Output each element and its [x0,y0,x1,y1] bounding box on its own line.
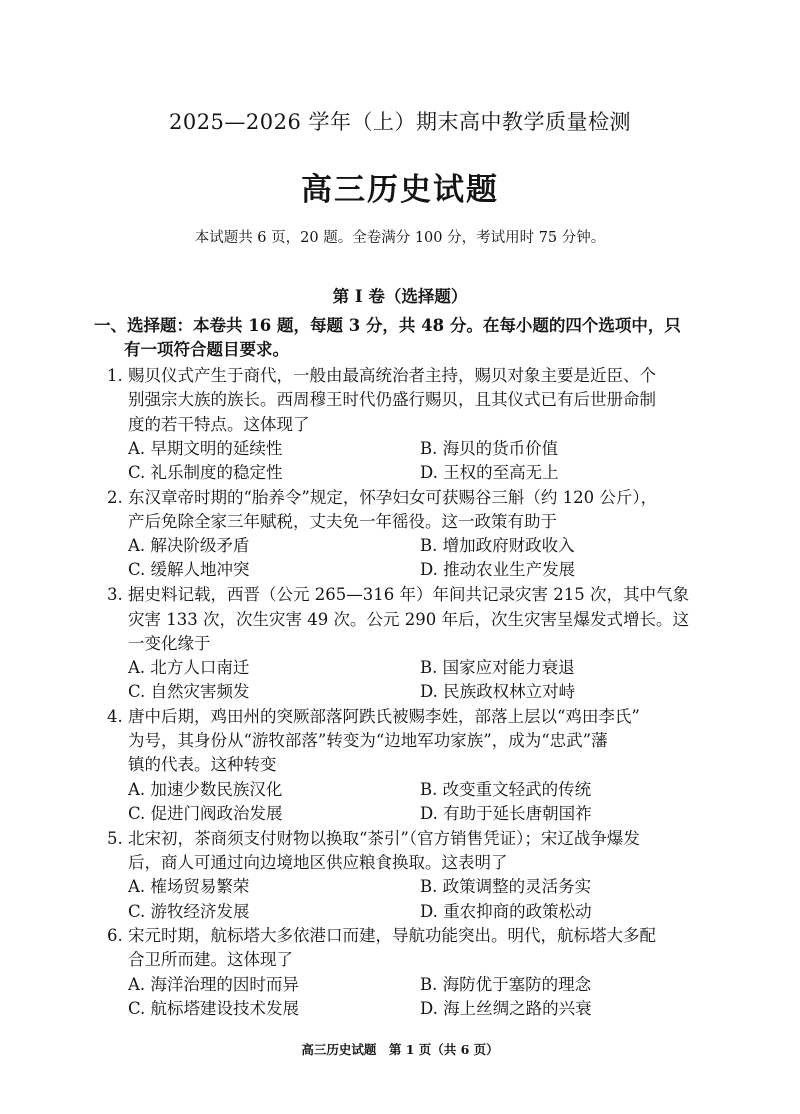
option-d[interactable]: D. 民族政权林立对峙 [420,682,576,701]
instructions-line: 一、选择题：本卷共 16 题，每题 3 分，共 48 分。在每小题的四个选项中，只 [94,316,681,335]
option-b[interactable]: B. 国家应对能力衰退 [420,658,575,677]
question-text-line: 一变化缘于 [128,634,211,653]
option-b[interactable]: B. 海贝的货币价值 [420,439,559,458]
question-text-line: 产后免除全家三年赋税，丈夫免一年徭役。这一政策有助于 [128,512,557,531]
question-text-line: 4. 唐中后期，鸡田州的突厥部落阿跌氏被赐李姓，部落上层以“鸡田李氏” [107,707,640,726]
question-text-line: 别强宗大族的族长。西周穆王时代仍盛行赐贝，且其仪式已有后世册命制 [128,390,656,409]
option-d[interactable]: D. 有助于延长唐朝国祚 [420,804,592,823]
exam-header: 2025—2026 学年（上）期末高中教学质量检测 [168,110,632,134]
question-text-line: 合卫所而建。这体现了 [128,950,293,969]
option-b[interactable]: B. 政策调整的灵活务实 [420,877,592,896]
option-a[interactable]: A. 北方人口南迁 [128,658,250,677]
question-text-line: 度的若干特点。这体现了 [128,415,310,434]
section-title: 第 I 卷（选择题） [332,287,468,306]
option-a[interactable]: A. 榷场贸易繁荣 [128,877,250,896]
exam-info: 本试题共 6 页，20 题。全卷满分 100 分，考试用时 75 分钟。 [194,230,606,246]
option-d[interactable]: D. 王权的至高无上 [420,463,559,482]
option-a[interactable]: A. 早期文明的延续性 [128,439,283,458]
option-c[interactable]: C. 自然灾害频发 [128,682,250,701]
option-d[interactable]: D. 推动农业生产发展 [420,560,576,579]
instructions-line: 有一项符合题目要求。 [124,340,289,359]
option-b[interactable]: B. 增加政府财政收入 [420,536,575,555]
option-a[interactable]: A. 加速少数民族汉化 [128,780,283,799]
option-c[interactable]: C. 促进门阀政治发展 [128,804,283,823]
option-b[interactable]: B. 改变重文轻武的传统 [420,780,592,799]
exam-title: 高三历史试题 [301,172,499,208]
question-text-line: 镇的代表。这种转变 [128,755,277,774]
option-c[interactable]: C. 缓解人地冲突 [128,560,250,579]
option-a[interactable]: A. 海洋治理的因时而异 [128,975,299,994]
question-text-line: 6. 宋元时期，航标塔大多依港口而建，导航功能突出。明代，航标塔大多配 [107,926,656,945]
option-c[interactable]: C. 游牧经济发展 [128,902,250,921]
option-d[interactable]: D. 重农抑商的政策松动 [420,902,592,921]
option-a[interactable]: A. 解决阶级矛盾 [128,536,250,555]
question-text-line: 3. 据史料记载，西晋（公元 265—316 年）年间共记录灾害 215 次，其中气象 [107,585,689,604]
question-text-line: 1. 赐贝仪式产生于商代，一般由最高统治者主持，赐贝对象主要是近臣、个 [107,366,656,385]
question-text-line: 5. 北宋初，茶商须支付财物以换取“茶引”（官方销售凭证）；宋辽战争爆发 [107,829,640,848]
option-c[interactable]: C. 礼乐制度的稳定性 [128,463,283,482]
question-text-line: 2. 东汉章帝时期的“胎养令”规定，怀孕妇女可获赐谷三斛（约 120 公斤）， [107,488,658,507]
page-footer: 高三历史试题 第 1 页（共 6 页） [301,1042,499,1057]
question-text-line: 灾害 133 次，次生灾害 49 次。公元 290 年后，次生灾害呈爆发式增长。这 [128,610,689,629]
option-b[interactable]: B. 海防优于塞防的理念 [420,975,592,994]
option-c[interactable]: C. 航标塔建设技术发展 [128,999,300,1018]
question-text-line: 为号，其身份从“游牧部落”转变为“边地军功家族”，成为“忠武”藩 [128,731,608,750]
question-text-line: 后，商人可通过向边境地区供应粮食换取。这表明了 [128,853,508,872]
option-d[interactable]: D. 海上丝绸之路的兴衰 [420,999,592,1018]
